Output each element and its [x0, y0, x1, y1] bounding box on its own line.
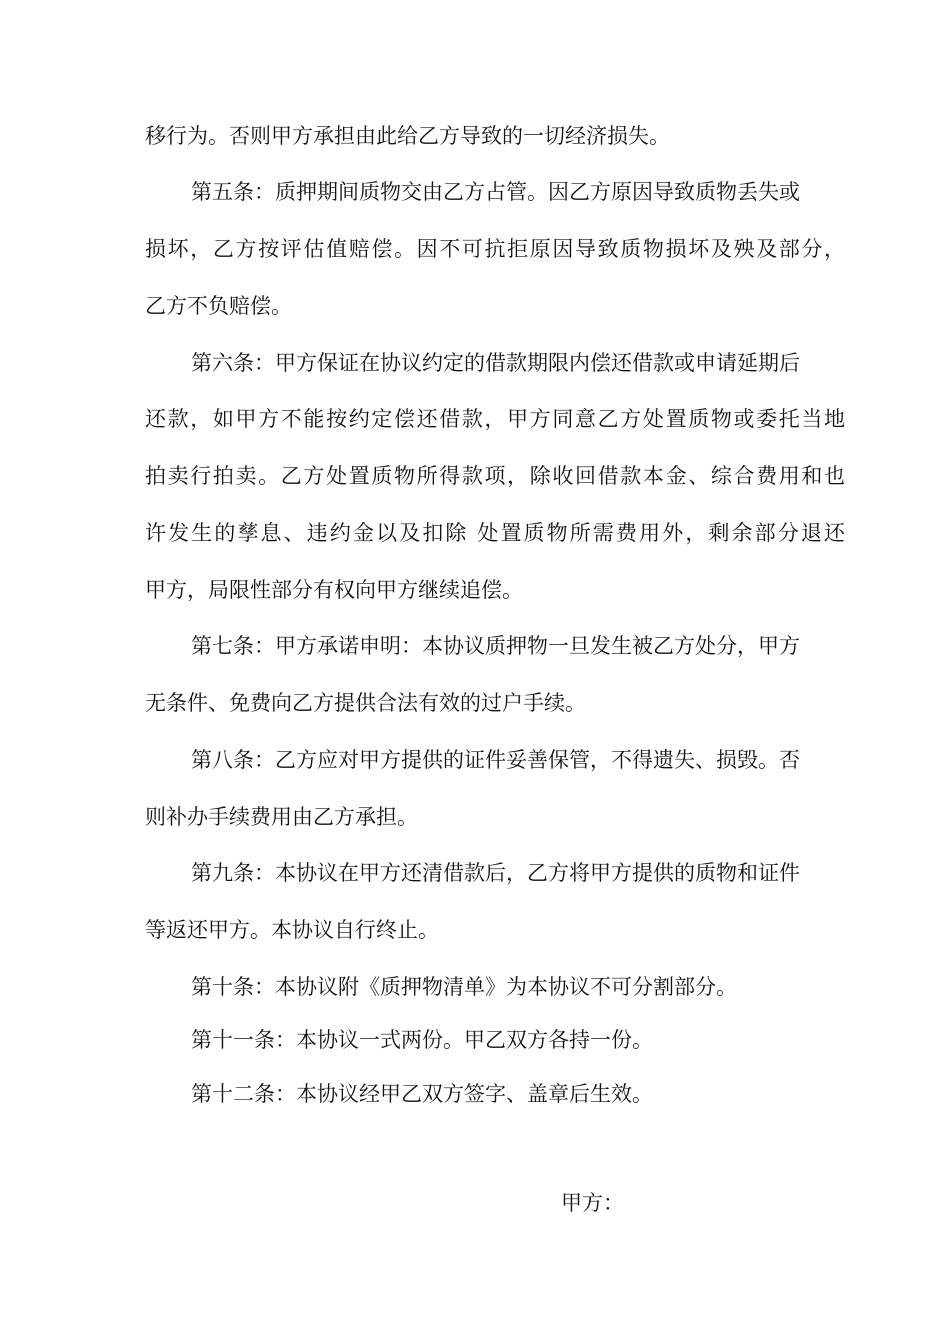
article-7-line-2: 无条件、免费向乙方提供合法有效的过户手续。	[145, 691, 586, 715]
article-5-line-1: 第五条：质押期间质物交由乙方占管。因乙方原因导致质物丢失或	[191, 180, 800, 204]
article-6-line-2: 还款，如甲方不能按约定偿还借款，甲方同意乙方处置质物或委托当地	[145, 407, 845, 431]
article-8-line-2: 则补办手续费用由乙方承担。	[145, 805, 418, 829]
article-9-line-1: 第九条：本协议在甲方还清借款后，乙方将甲方提供的质物和证件	[191, 861, 800, 885]
text-line: 移行为。否则甲方承担由此给乙方导致的一切经济损失。	[145, 124, 670, 148]
article-5-line-2: 损坏，乙方按评估值赔偿。因不可抗拒原因导致质物损坏及殃及部分，	[145, 237, 845, 261]
article-6-line-3: 拍卖行拍卖。乙方处置质物所得款项，除收回借款本金、综合费用和也	[145, 464, 845, 488]
article-6-line-1: 第六条：甲方保证在协议约定的借款期限内偿还借款或申请延期后	[191, 351, 800, 375]
article-5-line-3: 乙方不负赔偿。	[145, 294, 292, 318]
article-6-line-5: 甲方，局限性部分有权向甲方继续追偿。	[145, 578, 523, 602]
article-7-line-1: 第七条：甲方承诺申明：本协议质押物一旦发生被乙方处分，甲方	[191, 634, 800, 658]
article-8-line-1: 第八条：乙方应对甲方提供的证件妥善保管，不得遗失、损毁。否	[191, 748, 800, 772]
article-10: 第十条：本协议附《质押物清单》为本协议不可分割部分。	[191, 975, 737, 999]
article-6-line-4: 许发生的孳息、违约金以及扣除 处置质物所需费用外，剩余部分退还	[145, 521, 845, 545]
signature-label-party-a: 甲方：	[561, 1191, 624, 1215]
article-9-line-2: 等返还甲方。本协议自行终止。	[145, 918, 439, 942]
article-12: 第十二条：本协议经甲乙双方签字、盖章后生效。	[191, 1082, 653, 1106]
article-11: 第十一条：本协议一式两份。甲乙双方各持一份。	[191, 1028, 653, 1052]
